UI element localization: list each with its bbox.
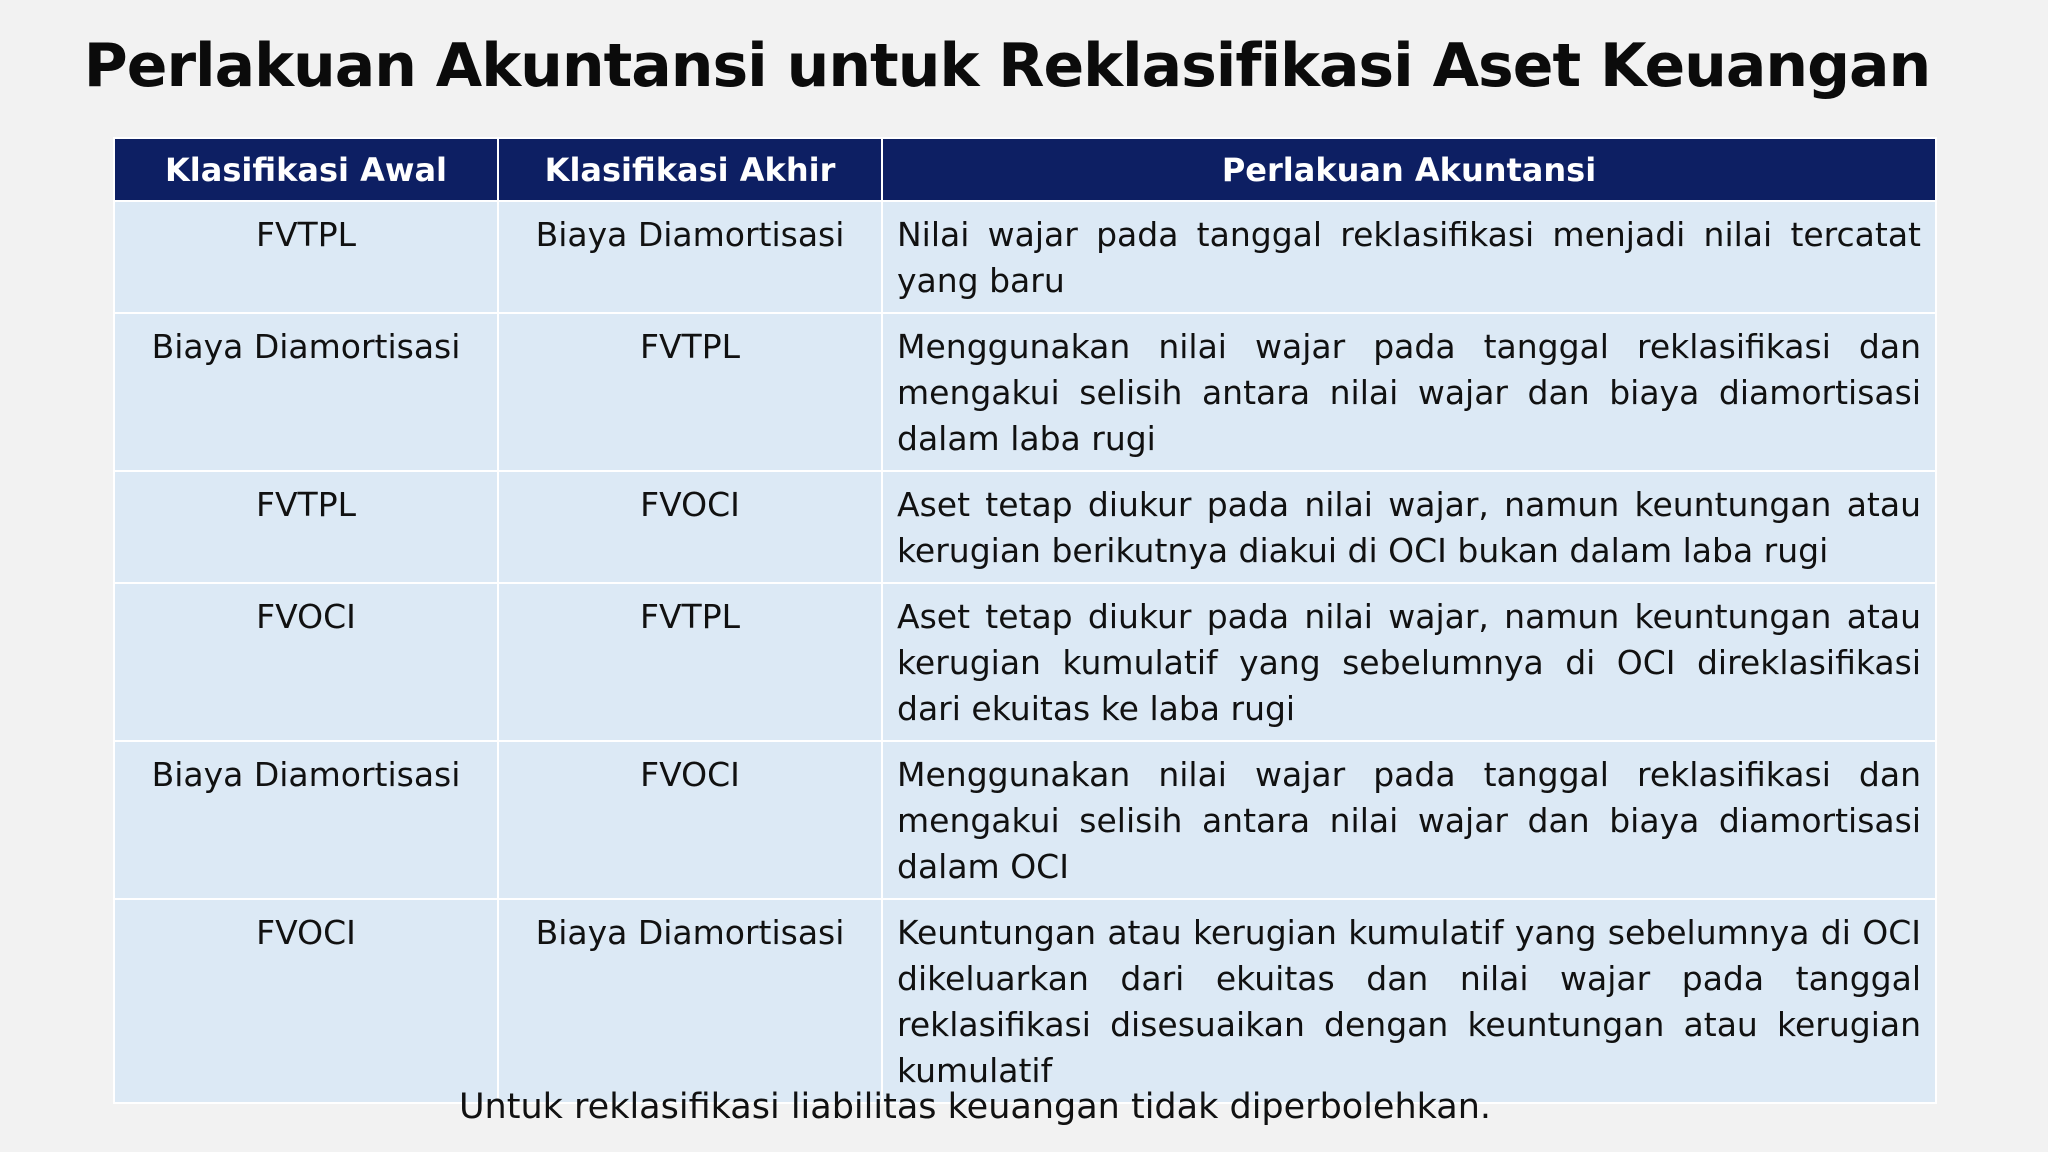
cell-klasifikasi-awal: Biaya Diamortisasi	[114, 313, 498, 471]
cell-klasifikasi-awal: Biaya Diamortisasi	[114, 741, 498, 899]
table-row	[114, 313, 1936, 471]
cell-perlakuan-akuntansi: Aset tetap diukur pada nilai wajar, namun keuntungan atau kerugian kumulatif yang sebelumnya di OCI direklasifikasi dari ekuitas ke laba rugi	[882, 583, 1936, 741]
table-row	[114, 741, 1936, 899]
cell-perlakuan-akuntansi: Menggunakan nilai wajar pada tanggal reklasifikasi dan mengakui selisih antara nilai wajar dan biaya diamortisasi dalam OCI	[882, 741, 1936, 899]
cell-klasifikasi-awal: FVOCI	[114, 583, 498, 741]
cell-klasifikasi-akhir: FVTPL	[498, 313, 882, 471]
header-perlakuan-akuntansi: Perlakuan Akuntansi	[882, 138, 1936, 201]
header-klasifikasi-akhir: Klasifikasi Akhir	[498, 138, 882, 201]
cell-klasifikasi-akhir: Biaya Diamortisasi	[498, 899, 882, 1103]
page-title: Perlakuan Akuntansi untuk Reklasifikasi Aset Keuangan	[83, 31, 1931, 101]
cell-klasifikasi-akhir: FVOCI	[498, 741, 882, 899]
header-klasifikasi-awal: Klasifikasi Awal	[114, 138, 498, 201]
table-row	[114, 583, 1936, 741]
table-row	[114, 899, 1936, 1103]
cell-perlakuan-akuntansi: Nilai wajar pada tanggal reklasifikasi menjadi nilai tercatat yang baru	[882, 201, 1936, 313]
table-row	[114, 201, 1936, 313]
cell-perlakuan-akuntansi: Menggunakan nilai wajar pada tanggal reklasifikasi dan mengakui selisih antara nilai wajar dan biaya diamortisasi dalam laba rugi	[882, 313, 1936, 471]
cell-klasifikasi-awal: FVTPL	[114, 471, 498, 583]
cell-klasifikasi-akhir: FVTPL	[498, 583, 882, 741]
cell-klasifikasi-awal: FVTPL	[114, 201, 498, 313]
cell-perlakuan-akuntansi: Keuntungan atau kerugian kumulatif yang sebelumnya di OCI dikeluarkan dari ekuitas dan nilai wajar pada tanggal reklasifikasi disesuaikan dengan keuntungan atau kerugian kumulatif	[882, 899, 1936, 1103]
table-row	[114, 471, 1936, 583]
reclassification-table	[113, 137, 1937, 1104]
cell-klasifikasi-akhir: FVOCI	[498, 471, 882, 583]
cell-klasifikasi-akhir: Biaya Diamortisasi	[498, 201, 882, 313]
cell-klasifikasi-awal: FVOCI	[114, 899, 498, 1103]
footnote: Untuk reklasifikasi liabilitas keuangan tidak diperbolehkan.	[458, 1087, 1492, 1127]
cell-perlakuan-akuntansi: Aset tetap diukur pada nilai wajar, namun keuntungan atau kerugian berikutnya diakui di OCI bukan dalam laba rugi	[882, 471, 1936, 583]
table-header-row	[114, 138, 1936, 201]
